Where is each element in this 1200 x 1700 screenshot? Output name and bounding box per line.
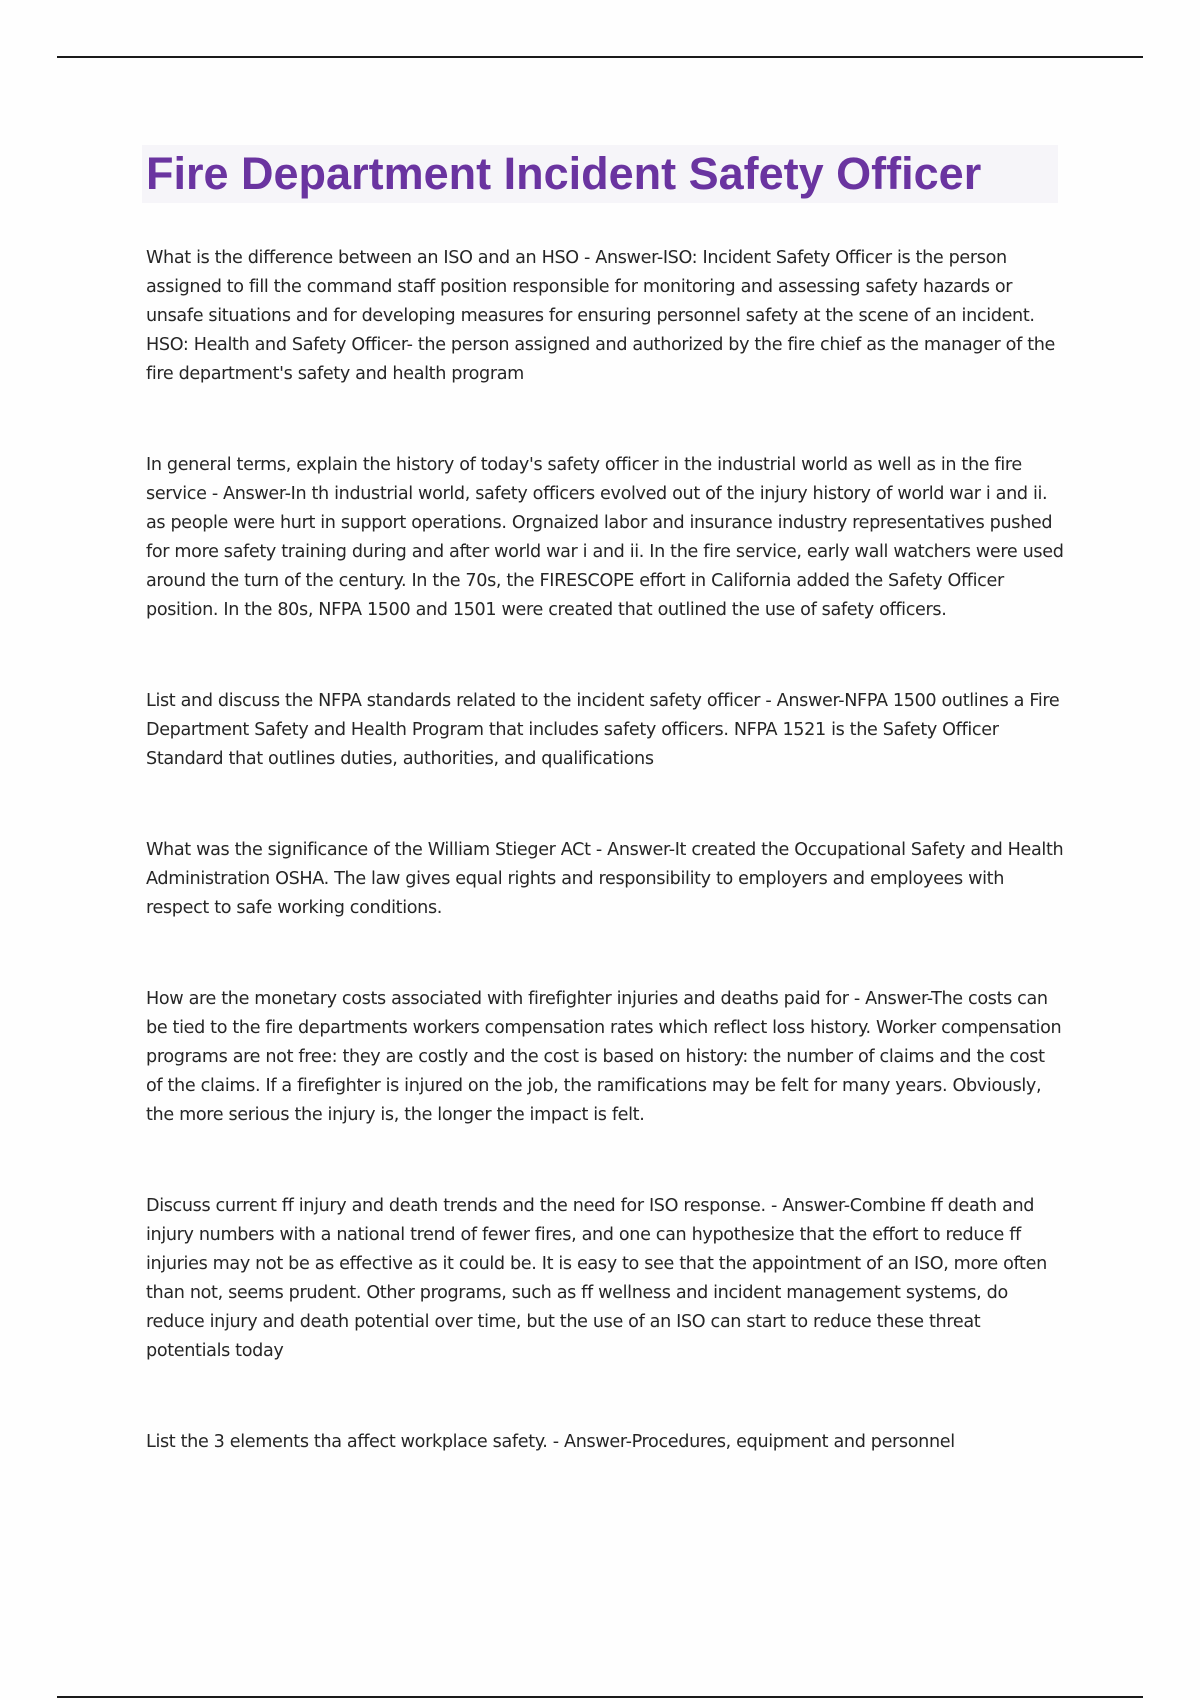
bottom-rule <box>57 1696 1143 1698</box>
qa-entry-monetary-costs: How are the monetary costs associated with firefighter injuries and deaths paid for - Answer-The costs can be tied to the fire departments workers compensation rates which reflect loss history. Worker compensation programs are not free: they are costly and the cost is based on history: the number of claims and the cost of the claims. If a firefighter is injured on the job, the ramifications may be felt for many years. Obviously, the more serious the injury is, the longer the impact is felt. <box>146 989 1062 1125</box>
title-banner <box>142 145 1058 203</box>
qa-entry-safety-officer-history: In general terms, explain the history of today's safety officer in the industrial world as well as in the fire service - Answer-In th industrial world, safety officers evolved out of the injury history of world war i and ii. as people were hurt in support operations. Orgnaized labor and insurance industry representatives pushed for more safety training during and after world war i and ii. In the fire service, early wall watchers were used around the turn of the century. In the 70s, the FIRESCOPE effort in California added the Safety Officer position. In the 80s, NFPA 1500 and 1501 were created that outlined the use of safety officers. <box>146 455 1064 620</box>
qa-entry-iso-vs-hso: What is the difference between an ISO and an HSO - Answer-ISO: Incident Safety Officer is the person assigned to fill the command staff position responsible for monitoring and assessing safety hazards or unsafe situations and for developing measures for ensuring personnel safety at the scene of an incident. HSO: Health and Safety Officer- the person assigned and authorized by the fire chief as the manager of the fire department's safety and health program <box>146 248 1056 384</box>
page-title: Fire Department Incident Safety Officer <box>146 148 982 199</box>
qa-entry-workplace-safety-elements: List the 3 elements tha affect workplace safety. - Answer-Procedures, equipment and personnel <box>146 1432 955 1452</box>
qa-entry-nfpa-standards: List and discuss the NFPA standards related to the incident safety officer - Answer-NFPA 1500 outlines a Fire Department Safety and Health Program that includes safety officers. NFPA 1521 is the Safety Officer Standard that outlines duties, authorities, and qualifications <box>146 691 1060 769</box>
qa-entry-william-stieger-act: What was the significance of the William Stieger ACt - Answer-It created the Occupational Safety and Health Administration OSHA. The law gives equal rights and responsibility to employers and employees with respect to safe working conditions. <box>146 840 1064 918</box>
top-rule <box>57 56 1143 58</box>
qa-entry-injury-death-trends: Discuss current ff injury and death trends and the need for ISO response. - Answer-Combine ff death and injury numbers with a national trend of fewer fires, and one can hypothesize that the effort to reduce ff injuries may not be as effective as it could be. It is easy to see that the appointment of an ISO, more often than not, seems prudent. Other programs, such as ff wellness and incident management systems, do reduce injury and death potential over time, but the use of an ISO can start to reduce these threat potentials today <box>146 1196 1047 1361</box>
qa-list <box>146 244 1066 1457</box>
